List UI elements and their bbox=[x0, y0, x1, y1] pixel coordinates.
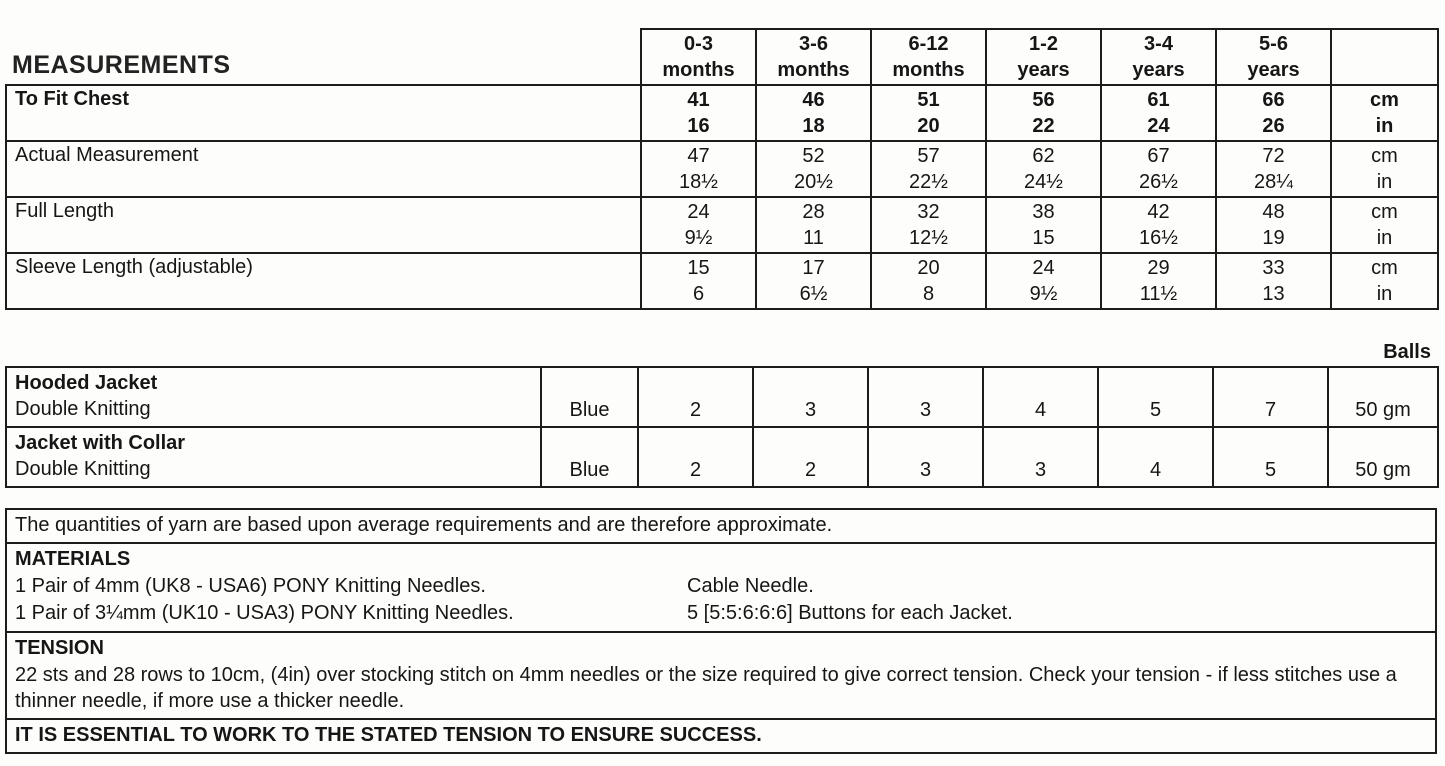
table-row-jacket-with-collar bbox=[6, 427, 1438, 487]
ball-size-cell: 50 gm bbox=[1328, 427, 1438, 487]
measurement-cell: 29 11½ bbox=[1101, 253, 1216, 309]
col-header-3-4-years: 3-4 years bbox=[1101, 29, 1216, 85]
garment-name: Jacket with Collar bbox=[15, 432, 186, 454]
units-cell: cm in bbox=[1331, 141, 1438, 197]
col-header-1-2-years: 1-2 years bbox=[986, 29, 1101, 85]
col-header-6-12-months: 6-12 months bbox=[871, 29, 986, 85]
materials-row bbox=[15, 573, 1427, 600]
page-title: MEASUREMENTS bbox=[12, 51, 231, 79]
garment-name: Hooded Jacket bbox=[15, 372, 158, 394]
balls-cell: 5 bbox=[1098, 367, 1213, 427]
measurement-cell: 51 20 bbox=[871, 85, 986, 141]
measurement-cell: 52 20½ bbox=[756, 141, 871, 197]
measurement-cell: 24 9½ bbox=[641, 197, 756, 253]
balls-cell: 4 bbox=[1098, 427, 1213, 487]
measurement-cell: 32 12½ bbox=[871, 197, 986, 253]
measurement-cell: 62 24½ bbox=[986, 141, 1101, 197]
yarn-note: The quantities of yarn are based upon average requirements and are therefore approximate. bbox=[15, 514, 833, 536]
measurements-header-row bbox=[6, 29, 1438, 85]
balls-cell: 3 bbox=[868, 427, 983, 487]
table-row-sleeve-length bbox=[6, 253, 1438, 309]
units-header-cell bbox=[1331, 29, 1438, 85]
yarn-type: Double Knitting bbox=[15, 398, 151, 420]
balls-cell: 3 bbox=[753, 367, 868, 427]
table-row-full-length bbox=[6, 197, 1438, 253]
materials-section bbox=[7, 542, 1435, 631]
shade-cell: Blue bbox=[541, 367, 638, 427]
row-label: Actual Measurement bbox=[6, 141, 641, 197]
measurements-heading-cell bbox=[6, 29, 641, 85]
measurement-cell: 38 15 bbox=[986, 197, 1101, 253]
measurement-cell: 33 13 bbox=[1216, 253, 1331, 309]
table-row-hooded-jacket bbox=[6, 367, 1438, 427]
materials-item: 1 Pair of 4mm (UK8 - USA6) PONY Knitting Needles. bbox=[15, 575, 486, 597]
scanned-pattern-page bbox=[0, 28, 1445, 766]
garment-cell bbox=[6, 367, 541, 427]
materials-row bbox=[15, 600, 1427, 627]
measurement-cell: 24 9½ bbox=[986, 253, 1101, 309]
balls-cell: 2 bbox=[753, 427, 868, 487]
row-label: To Fit Chest bbox=[6, 85, 641, 141]
measurement-cell: 72 28¼ bbox=[1216, 141, 1331, 197]
balls-label: Balls bbox=[1383, 341, 1431, 363]
balls-cell: 4 bbox=[983, 367, 1098, 427]
table-row-to-fit-chest bbox=[6, 85, 1438, 141]
units-cell: cm in bbox=[1331, 253, 1438, 309]
tension-heading: TENSION bbox=[15, 637, 104, 659]
col-header-3-6-months: 3-6 months bbox=[756, 29, 871, 85]
materials-item: 1 Pair of 3¼mm (UK10 - USA3) PONY Knitting Needles. bbox=[15, 602, 514, 624]
balls-cell: 5 bbox=[1213, 427, 1328, 487]
yarn-quantity-table bbox=[5, 366, 1439, 488]
balls-cell: 7 bbox=[1213, 367, 1328, 427]
measurement-cell: 41 16 bbox=[641, 85, 756, 141]
essential-section bbox=[7, 718, 1435, 752]
yarn-note-section bbox=[7, 510, 1435, 542]
units-cell: cm in bbox=[1331, 85, 1438, 141]
balls-cell: 2 bbox=[638, 367, 753, 427]
ball-size-cell: 50 gm bbox=[1328, 367, 1438, 427]
row-label: Sleeve Length (adjustable) bbox=[6, 253, 641, 309]
table-row-actual-measurement bbox=[6, 141, 1438, 197]
essential-note: IT IS ESSENTIAL TO WORK TO THE STATED TENSION TO ENSURE SUCCESS. bbox=[15, 724, 762, 746]
materials-item: Cable Needle. bbox=[687, 575, 814, 597]
measurement-cell: 17 6½ bbox=[756, 253, 871, 309]
measurement-cell: 15 6 bbox=[641, 253, 756, 309]
measurement-cell: 28 11 bbox=[756, 197, 871, 253]
measurement-cell: 48 19 bbox=[1216, 197, 1331, 253]
measurement-cell: 61 24 bbox=[1101, 85, 1216, 141]
materials-item: 5 [5:5:6:6:6] Buttons for each Jacket. bbox=[687, 602, 1013, 624]
col-header-5-6-years: 5-6 years bbox=[1216, 29, 1331, 85]
measurement-cell: 47 18½ bbox=[641, 141, 756, 197]
row-label: Full Length bbox=[6, 197, 641, 253]
garment-cell bbox=[6, 427, 541, 487]
measurement-cell: 42 16½ bbox=[1101, 197, 1216, 253]
tension-section bbox=[7, 631, 1435, 718]
info-box bbox=[5, 508, 1437, 754]
tension-text: 22 sts and 28 rows to 10cm, (4in) over stocking stitch on 4mm needles or the size required to give correct tension. Check your tension - if less stitches use a thinner needle, if more use a thicker needle. bbox=[15, 664, 1397, 712]
measurement-cell: 56 22 bbox=[986, 85, 1101, 141]
measurement-cell: 20 8 bbox=[871, 253, 986, 309]
measurement-cell: 46 18 bbox=[756, 85, 871, 141]
measurements-table bbox=[5, 28, 1439, 310]
yarn-type: Double Knitting bbox=[15, 458, 151, 480]
balls-cell: 3 bbox=[868, 367, 983, 427]
col-header-0-3-months: 0-3 months bbox=[641, 29, 756, 85]
measurement-cell: 67 26½ bbox=[1101, 141, 1216, 197]
measurement-cell: 66 26 bbox=[1216, 85, 1331, 141]
measurement-cell: 57 22½ bbox=[871, 141, 986, 197]
balls-cell: 2 bbox=[638, 427, 753, 487]
balls-cell: 3 bbox=[983, 427, 1098, 487]
shade-cell: Blue bbox=[541, 427, 638, 487]
materials-heading: MATERIALS bbox=[15, 548, 131, 570]
units-cell: cm in bbox=[1331, 197, 1438, 253]
